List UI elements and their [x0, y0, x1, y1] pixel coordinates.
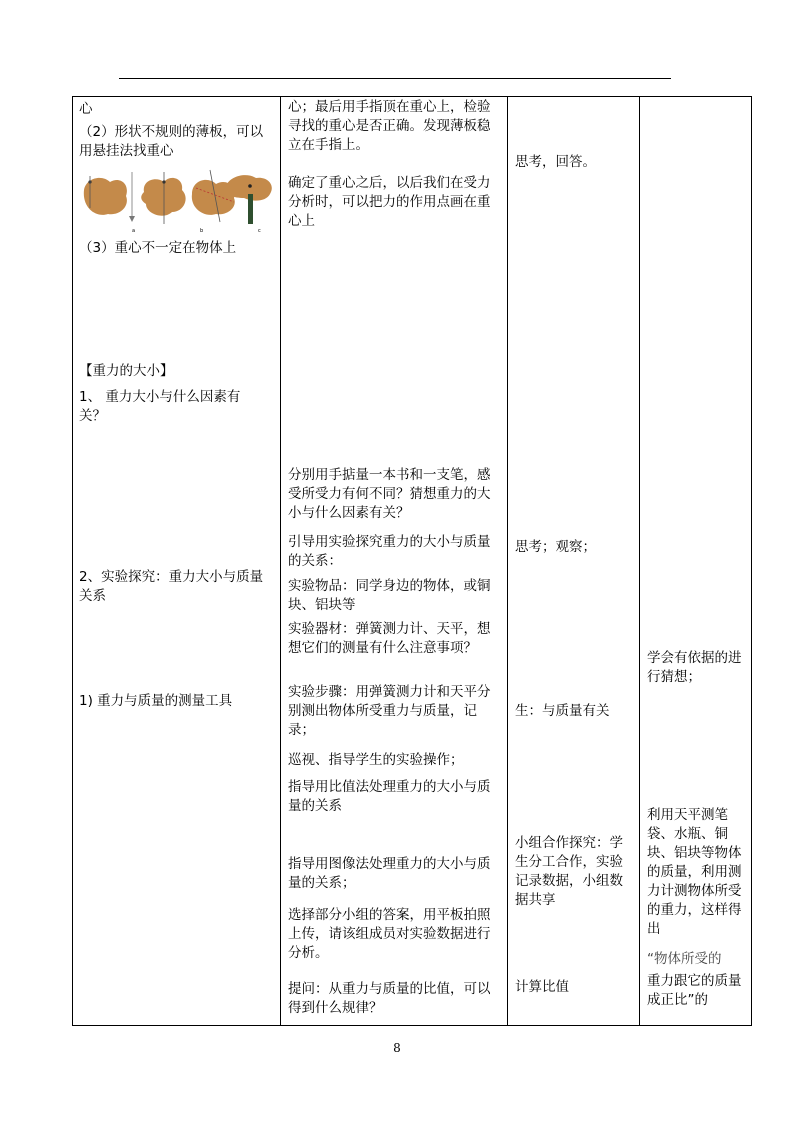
design-intent: 学会有依据的进行猜想； — [647, 650, 742, 685]
question-line: 1、 重力大小与什么因素有关？ — [79, 389, 241, 424]
content-line: 心 — [79, 101, 93, 117]
column-divider — [280, 96, 281, 1026]
teacher-activity: 分别用手掂量一本书和一支笔，感受所受力有何不同？猜想重力的大小与什么因素有关？ — [288, 467, 491, 521]
teacher-activity: 选择部分小组的答案，用平板拍照上传，请该组成员对实验数据进行分析。 — [288, 907, 491, 961]
column-divider — [639, 96, 640, 1026]
figure-label: a — [132, 228, 136, 234]
question-line: 2、实验探究：重力大小与质量关系 — [79, 569, 264, 604]
teacher-activity: 提问：从重力与质量的比值，可以得到什么规律？ — [288, 981, 491, 1016]
suspension-method-figure — [80, 168, 276, 234]
student-activity: 计算比值 — [515, 979, 569, 995]
content-line: （2）形状不规则的薄板，可以用悬挂法找重心 — [79, 124, 264, 159]
teacher-activity: 引导用实验探究重力的大小与质量的关系： — [288, 534, 491, 569]
plumb-line-a — [129, 172, 135, 222]
student-activity: 生：与质量有关 — [515, 703, 610, 719]
teacher-activity: 指导用比值法处理重力的大小与质量的关系 — [288, 779, 491, 814]
irregular-plate-b — [141, 172, 185, 224]
teacher-activity: 巡视、指导学生的实验操作； — [288, 752, 464, 768]
header-rule — [119, 78, 671, 79]
design-intent: 重力跟它的质量成正比”的 — [647, 973, 742, 1008]
figure-label: c — [258, 228, 261, 234]
teacher-activity: 实验器材：弹簧测力计、天平，想想它们的测量有什么注意事项？ — [288, 621, 491, 656]
irregular-plate-a — [84, 176, 127, 215]
column-divider — [507, 96, 508, 1026]
design-intent: 利用天平测笔袋、水瓶、铜块、铝块等物体的质量，利用测力计测物体所受的重力，这样得出 — [647, 807, 742, 937]
teacher-activity: 实验步骤：用弹簧测力计和天平分别测出物体所受重力与质量，记录； — [288, 684, 491, 738]
irregular-plate-c — [192, 170, 235, 222]
question-line: 1) 重力与质量的测量工具 — [79, 693, 233, 709]
student-activity: 思考；观察； — [515, 539, 596, 555]
section-heading: 【重力的大小】 — [79, 363, 174, 379]
teacher-activity: 心；最后用手指顶在重心上，检验寻找的重心是否正确。发现薄板稳立在手指上。 — [288, 99, 491, 153]
design-intent: “物体所受的 — [647, 951, 722, 967]
teacher-activity: 指导用图像法处理重力的大小与质量的关系； — [288, 856, 491, 891]
student-activity: 思考，回答。 — [515, 154, 596, 170]
figure-label: b — [200, 228, 204, 234]
content-line: （3）重心不一定在物体上 — [79, 240, 237, 256]
page-number: 8 — [393, 1041, 401, 1055]
teacher-activity: 实验物品：同学身边的物体，或铜块、铝块等 — [288, 578, 491, 613]
student-activity: 小组合作探究：学生分工合作，实验记录数据，小组数据共享 — [515, 835, 623, 908]
teacher-activity: 确定了重心之后，以后我们在受力分析时，可以把力的作用点画在重心上 — [288, 175, 491, 229]
